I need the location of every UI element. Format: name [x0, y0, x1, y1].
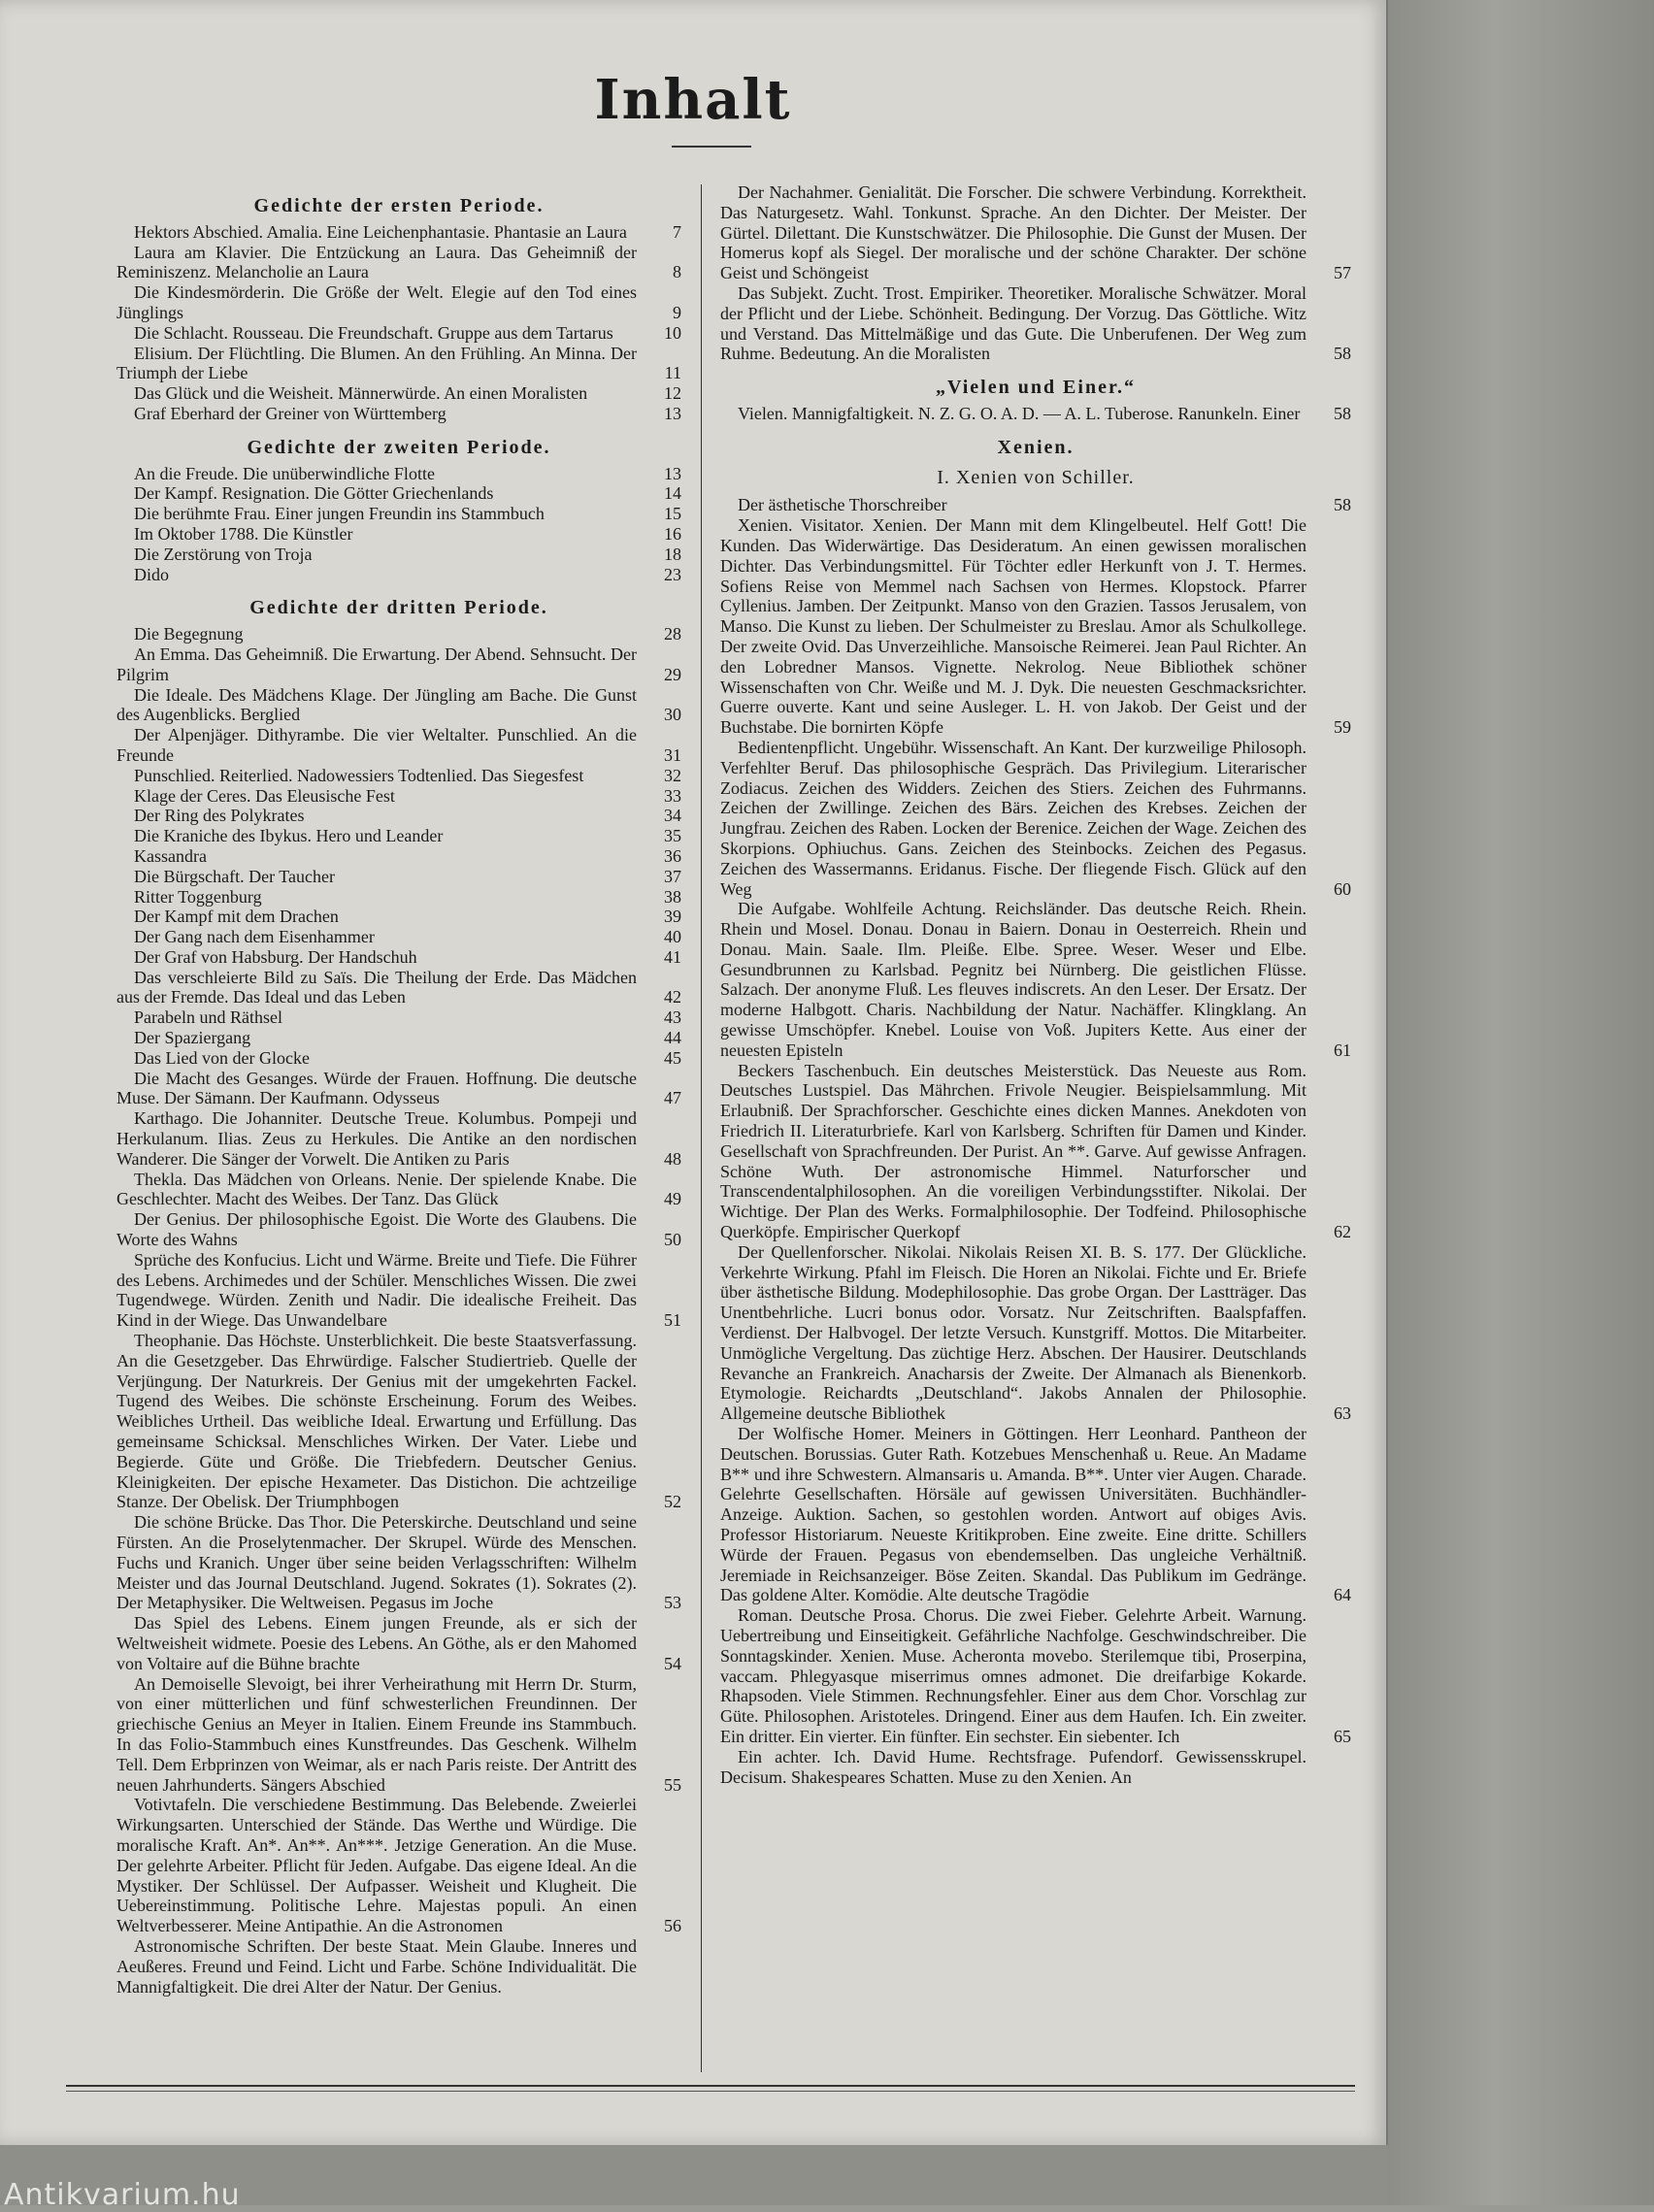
toc-entry-title: Das Subjekt. Zucht. Trost. Empiriker. Theoretiker. Moralische Schwätzer. Moral der Pflicht und der Liebe. Schönheit. Bedingung. Der Vorzug. Das Göttliche. Witz und Verstand. Das Mittelmäßige und das Gute. Die Unberufenen. Der Weg zum Ruhme. Bedeutung. An die Moralisten [720, 282, 1307, 364]
toc-entry [116, 504, 681, 524]
toc-page-number: 52 [664, 1492, 681, 1512]
toc-entry-title: Kassandra [134, 845, 207, 866]
toc-entry-title: Thekla. Das Mädchen von Orleans. Nenie. Der spielende Knabe. Die Geschlechter. Macht des Weibes. Der Tanz. Das Glück [116, 1169, 637, 1209]
toc-entry [116, 404, 681, 424]
toc-entry-title: Votivtafeln. Die verschiedene Bestimmung. Das Belebende. Zweierlei Wirkungsarten. Unterschied der Stände. Das Werthe und Würdige. Die moralische Kraft. An*. An**. An***. Jetzige Generation. An die Muse. Der gelehrte Arbeiter. Pflicht für Jeden. Aufgabe. Das eigene Ideal. An die Mystiker. Der Schlüssel. Der Aufpasser. Weisheit und Klugheit. Die Uebereinstimmung. Politische Lehre. Majestas populi. An einen Weltverbesserer. Meine Antipathie. An die Astronomen [116, 1795, 637, 1936]
toc-entry [116, 1048, 681, 1069]
toc-page-number: 63 [1334, 1403, 1351, 1424]
toc-entry-title: Der ästhetische Thorschreiber [738, 495, 947, 515]
toc-entry-title: Der Wolfische Homer. Meiners in Göttingen. Herr Leonhard. Pantheon der Deutschen. Borussias. Guter Rath. Kotzebues Menschenhaß u. Reue. An Madame B** und ihre Schwestern. Almansaris u. Amanda. B**. Unter vier Augen. Charade. Gelehrte Gesellschaften. Hörsäle auf gewissen Universitäten. Buchhändler-Anzeige. Auktion. Sachen, so gestohlen worden. Antwort auf obiges Avis. Professor Historiarum. Neueste Kritikproben. Eine zweite. Eine dritte. Schillers Würde der Frauen. Pegasus von ebendemselben. Das ungleiche Verhältniß. Jeremiade in Reichsanzeiger. Böse Zeiten. Skandal. Das Publikum im Gedränge. Das goldene Alter. Komödie. Alte deutsche Tragödie [720, 1424, 1307, 1605]
toc-entry-title: Die Schlacht. Rousseau. Die Freundschaft. Gruppe aus dem Tartarus [134, 322, 613, 343]
toc-entry [116, 1170, 681, 1210]
toc-entry-title: Xenien. Visitator. Xenien. Der Mann mit dem Klingelbeutel. Helf Gott! Die Kunden. Das Widerwärtige. Das Desideratum. An einen gewissen moralischen Dichter. Das Verbindungsmittel. Für Töchter edler Herkunft von J. T. Hermes. Sofiens Reise von Memmel nach Sachsen von Hermes. Klopstock. Pfarrer Cyllenius. Jamben. Der Zeitpunkt. Manso von den Grazien. Tassos Jerusalem, von Manso. Die Kunst zu lieben. Der Schulmeister zu Breslau. Amor als Schulkollege. Der zweite Ovid. Das Unverzeihliche. Mansoische Reimerei. Jean Paul Richter. An den Lobredner Mansos. Vignette. Nekrolog. Neue Bibliothek schöner Wissenschaften von Chr. Weiße und M. J. Dyk. Die neuesten Geschmacksrichter. Guerre ouverte. Kant und seine Ausleger. L. H. von Jakob. Der Geist und der Buchstabe. Die bornirten Köpfe [720, 515, 1307, 738]
toc-entry-title: Der Quellenforscher. Nikolai. Nikolais Reisen XI. B. S. 177. Der Glückliche. Verkehrte Wirkung. Pfahl im Fleisch. Die Horen an Nikolai. Fichte und Er. Briefe über ästhetische Bildung. Modephilosophie. Das grobe Organ. Der Lastträger. Das Unentbehrliche. Lucri bonus odor. Vorsatz. Nur Zeitschriften. Baalspfaffen. Verdienst. Der Halbvogel. Der letzte Versuch. Kunstgriff. Mottos. Die Mitarbeiter. Unmögliche Vergeltung. Das züchtige Herz. Abschen. Der Hausirer. Deutschlands Revanche an Frankreich. Anacharsis der Zweite. Der Almanach als Bienenkorb. Etymologie. Reichardts „Deutschland“. Jakobs Annalen der Philosophie. Allgemeine deutsche Bibliothek [720, 1241, 1307, 1424]
toc-page-number: 61 [1334, 1040, 1351, 1060]
toc-entry [116, 1250, 681, 1331]
toc-entry [116, 1209, 681, 1250]
toc-page-number: 56 [664, 1916, 681, 1936]
toc-entry [116, 887, 681, 908]
toc-page-number: 18 [664, 544, 681, 564]
toc-entry-title: Hektors Abschied. Amalia. Eine Leichenphantasie. Phantasie an Laura [134, 221, 627, 242]
toc-entry [720, 1605, 1351, 1747]
toc-entry-title: Ritter Toggenburg [134, 886, 262, 907]
toc-entry-title: Die Kraniche des Ibykus. Hero und Leander [134, 826, 444, 846]
toc-entry [116, 1108, 681, 1169]
toc-entry-title: Der Nachahmer. Genialität. Die Forscher. Die schwere Verbindung. Korrektheit. Das Naturgesetz. Wahl. Tonkunst. Sprache. An den Dichter. Der Meister. Der Gürtel. Dilettant. Die Kunstschwätzer. Die Philosophie. Die Gunst der Musen. Der Homerus kopf als Siegel. Der moralische und der schöne Charakter. Der schöne Geist und Schöngeist [720, 182, 1307, 283]
toc-entry [116, 524, 681, 545]
toc-entry [720, 1242, 1351, 1424]
toc-entry [720, 182, 1351, 283]
toc-entry-title: Der Spaziergang [134, 1028, 251, 1048]
toc-entry-title: Theophanie. Das Höchste. Unsterblichkeit. Die beste Staatsverfassung. An die Gesetzgeber. Das Ehrwürdige. Falscher Studiertrieb. Quelle der Verjüngung. Der Naturkreis. Der Genius mit der umgekehrten Fackel. Tugend des Weibes. Die schönste Erscheinung. Forum des Weibes. Weibliches Urtheil. Das weibliche Ideal. Erwartung und Erfüllung. Das gemeinsame Schicksal. Menschliches Wirken. Der Vater. Liebe und Begierde. Güte und Größe. Die Triebfedern. Deutscher Genius. Kleinigkeiten. Der epische Hexameter. Das Distichon. Die achtzeilige Stanze. Der Obelisk. Der Triumphbogen [116, 1331, 637, 1512]
toc-entry [116, 1512, 681, 1613]
toc-entry [116, 766, 681, 786]
toc-entry-title: Der Kampf mit dem Drachen [134, 907, 339, 927]
toc-entry-title: Die Kindesmörderin. Die Größe der Welt. Elegie auf den Tod eines Jünglings [116, 282, 637, 322]
toc-entry [116, 1674, 681, 1796]
toc-entry-title: Die Ideale. Des Mädchens Klage. Der Jüngling am Bache. Die Gunst des Augenblicks. Berglied [116, 684, 637, 725]
toc-entry [720, 495, 1351, 515]
toc-page-number: 23 [664, 564, 681, 584]
toc-entry [116, 1007, 681, 1028]
toc-page-number: 57 [1334, 263, 1351, 283]
toc-entry-title: Die Macht des Gesanges. Würde der Frauen. Hoffnung. Die deutsche Muse. Der Sämann. Der Kaufmann. Odysseus [116, 1068, 637, 1108]
toc-entry [116, 282, 681, 323]
toc-entry [116, 323, 681, 344]
toc-entry-title: Das verschleierte Bild zu Saïs. Die Theilung der Erde. Das Mädchen aus der Fremde. Das Ideal und das Leben [116, 967, 637, 1007]
toc-entry-title: Der Alpenjäger. Dithyrambe. Die vier Weltalter. Punschlied. An die Freunde [116, 725, 637, 765]
toc-entry-title: Die berühmte Frau. Einer jungen Freundin ins Stammbuch [134, 504, 545, 524]
toc-entry [116, 927, 681, 947]
toc-entry-title: Das Glück und die Weisheit. Männerwürde. An einen Moralisten [134, 383, 588, 404]
section-heading: Gedichte der zweiten Periode. [247, 436, 551, 458]
toc-page-number: 14 [664, 483, 681, 504]
toc-page-number: 7 [673, 221, 681, 242]
toc-entry-title: Karthago. Die Johanniter. Deutsche Treue. Kolumbus. Pompeji und Herkulanum. Ilias. Zeus zu Herkules. Die Antike an den nordischen Wanderer. Die Sänger der Vorwelt. Die Antiken zu Paris [116, 1108, 637, 1169]
toc-page-number: 64 [1334, 1585, 1351, 1605]
toc-entry-title: Die schöne Brücke. Das Thor. Die Peterskirche. Deutschland und seine Fürsten. An die Proselytenmacher. Der Skrupel. Würde des Menschen. Fuchs und Kranich. Unger über seine beiden Verlagsschriften: Wilhelm Meister und das Journal Deutschland. Jugend. Sokrates (1). Sokrates (2). Der Metaphysiker. Die Weltweisen. Pegasus im Joche [116, 1512, 637, 1613]
toc-entry-title: Vielen. Mannigfaltigkeit. N. Z. G. O. A. D. — A. L. Tuberose. Ranunkeln. Einer [738, 403, 1301, 423]
page-title: Inhalt [594, 68, 792, 132]
toc-page-number: 39 [664, 907, 681, 927]
toc-page-number: 62 [1334, 1222, 1351, 1242]
section-subheading: I. Xenien von Schiller. [937, 466, 1135, 488]
toc-entry [116, 565, 681, 585]
section-heading: Xenien. [997, 436, 1075, 458]
toc-entry [116, 464, 681, 484]
toc-page-number: 58 [1334, 344, 1351, 364]
toc-entry [720, 899, 1351, 1060]
toc-entry-title: An Demoiselle Slevoigt, bei ihrer Verheirathung mit Herrn Dr. Sturm, von einer mütterlichen und fünf schwesterlichen Freundinnen. Der griechische Genius an Meyer in Italien. Einem Freunde ins Stammbuch. In das Folio-Stammbuch eines Kunstfreundes. Das Geschenk. Wilhelm Tell. Dem Erbprinzen von Weimar, als er nach Paris reiste. Der Antritt des neuen Jahrhunderts. Sängers Abschied [116, 1673, 637, 1795]
toc-entry-title: Beckers Taschenbuch. Ein deutsches Meisterstück. Das Neueste aus Rom. Deutsches Lustspiel. Das Mährchen. Frivole Neugier. Beispielsammlung. Mit Erlaubniß. Der Sprachforscher. Geschichte eines dicken Mannes. Anekdoten von Friedrich II. Literaturbriefe. Karl von Karlsberg. Schriften für Damen und Kinder. Gesellschaft von Sprachfreunden. Der Purist. An **. Garve. Auf gewisse Anfragen. Schöne Wuth. Der astronomische Himmel. Naturforscher und Transcendentalphilosophen. An die voreiligen Verbindungsstifter. Nikolai. Der Wichtige. Der Plan des Werks. Formalphilosophie. Der Todfeind. Philosophische Querköpfe. Empirischer Querkopf [720, 1060, 1307, 1242]
toc-entry-title: An die Freude. Die unüberwindliche Flotte [134, 463, 435, 483]
section-heading: Gedichte der ersten Periode. [253, 195, 545, 216]
toc-entry-title: Der Genius. Der philosophische Egoist. Die Worte des Glaubens. Die Worte des Wahns [116, 1209, 637, 1250]
toc-page-number: 10 [664, 322, 681, 343]
toc-page-number: 48 [664, 1148, 681, 1169]
toc-page-number: 43 [664, 1007, 681, 1028]
toc-page-number: 40 [664, 927, 681, 947]
toc-entry-title: Der Ring des Polykrates [134, 806, 305, 826]
toc-page-number: 31 [664, 744, 681, 765]
toc-entry [720, 404, 1351, 424]
toc-entry [720, 738, 1351, 899]
toc-page-number: 42 [664, 987, 681, 1007]
toc-entry [116, 243, 681, 283]
toc-entry [116, 826, 681, 846]
toc-entry-title: Graf Eberhard der Greiner von Württemberg [134, 403, 447, 423]
toc-entry-title: Roman. Deutsche Prosa. Chorus. Die zwei Fieber. Gelehrte Arbeit. Warnung. Uebertreibung und Einseitigkeit. Gefährliche Nachfolge. Geschwindschreiber. Die Sonntagskinder. Xenien. Muse. Acheronta movebo. Sterilemque tibi, Proserpina, vaccam. Phlegyasque miserrimus omnes admonet. Die dreifarbige Kokarde. Rhapsoden. Viele Stimmen. Rechnungsfehler. Einer aus dem Chor. Vorschlag zur Güte. Philosophen. Aristoteles. Dringend. Einer aus dem Haufen. Ich. Ein zweiter. Ein dritter. Ein vierter. Ein fünfter. Ein sechster. Ein siebenter. Ich [720, 1605, 1307, 1746]
column-divider [701, 184, 702, 2072]
toc-entry [116, 725, 681, 766]
toc-entry [116, 545, 681, 565]
toc-entry-title: Im Oktober 1788. Die Künstler [134, 523, 353, 544]
toc-entry [116, 786, 681, 807]
toc-entry-title: Bedientenpflicht. Ungebühr. Wissenschaft. An Kant. Der kurzweilige Philosoph. Verfehlter Beruf. Das philosophische Gespräch. Das Privilegium. Literarischer Zodiacus. Zeichen des Widders. Zeichen des Stiers. Zeichen des Fuhrmanns. Zeichen der Zwillinge. Zeichen des Bärs. Zeichen des Krebses. Zeichen der Jungfrau. Zeichen des Raben. Locken der Berenice. Zeichen der Wage. Zeichen des Skorpions. Ophiuchus. Gans. Zeichen des Steinbocks. Zeichen des Pegasus. Zeichen des Wassermanns. Eridanus. Fische. Der fliegende Fisch. Glück auf den Weg [720, 737, 1307, 899]
toc-entry-title: Die Begegnung [134, 624, 244, 644]
toc-entry [116, 947, 681, 968]
toc-page-number: 30 [664, 705, 681, 725]
toc-page-number: 58 [1334, 403, 1351, 423]
toc-page-number: 9 [673, 302, 681, 322]
toc-entry-title: Der Kampf. Resignation. Die Götter Griechenlands [134, 483, 494, 504]
toc-entry-title: Ein achter. Ich. David Hume. Rechtsfrage. Pufendorf. Gewissensskrupel. Decisum. Shakespeares Schatten. Muse zu den Xenien. An [720, 1746, 1307, 1787]
toc-entry-title: Laura am Klavier. Die Entzückung an Laura. Das Geheimniß der Reminiszenz. Melancholie an Laura [116, 242, 637, 282]
toc-page-number: 34 [664, 806, 681, 826]
toc-entry [116, 644, 681, 685]
toc-entry [116, 483, 681, 504]
toc-page-number: 13 [664, 403, 681, 423]
toc-page-number: 15 [664, 504, 681, 524]
toc-entry [720, 1424, 1351, 1605]
toc-page-number: 37 [664, 866, 681, 886]
toc-entry [116, 968, 681, 1008]
toc-page-number: 8 [673, 262, 681, 282]
toc-entry-title: Der Gang nach dem Eisenhammer [134, 927, 375, 947]
toc-entry [720, 1061, 1351, 1242]
toc-entry [116, 867, 681, 887]
toc-entry [116, 1028, 681, 1048]
toc-entry-title: Punschlied. Reiterlied. Nadowessiers Todtenlied. Das Siegesfest [134, 765, 584, 785]
toc-entry-title: Sprüche des Konfucius. Licht und Wärme. Breite und Tiefe. Die Führer des Lebens. Archimedes und der Schüler. Menschliches Wissen. Die zwei Tugendwege. Würden. Zenith und Nadir. Die idealische Freiheit. Das Kind in der Wiege. Das Unwandelbare [116, 1249, 637, 1331]
toc-page-number: 28 [664, 624, 681, 644]
toc-entry-title: Dido [134, 564, 169, 584]
scan-margin-right [1388, 0, 1654, 2205]
toc-entry-title: Die Zerstörung von Troja [134, 544, 313, 564]
toc-page-number: 50 [664, 1230, 681, 1250]
toc-page-number: 47 [664, 1088, 681, 1108]
toc-entry [116, 1795, 681, 1936]
toc-page-number: 60 [1334, 878, 1351, 899]
toc-entry-title: Die Aufgabe. Wohlfeile Achtung. Reichsländer. Das deutsche Reich. Rhein. Rhein und Mosel. Donau. Donau in Baiern. Donau in Oesterreich. Rhein und Donau. Main. Saale. Ilm. Pleiße. Elbe. Spree. Weser. Weser und Elbe. Gesundbrunnen zu Karlsbad. Pegnitz bei Nürnberg. Die geistlichen Flüsse. Salzach. Der anonyme Fluß. Les fleuves indiscrets. An den Leser. Der Ersatz. Der moderne Halbgott. Charis. Nachbildung der Natur. Nachäffer. Klingklang. An gewisse Umschöpfer. Knebel. Louise von Voß. Jupiters Kette. Aus einer der neuesten Episteln [720, 899, 1307, 1060]
toc-entry-title: Der Graf von Habsburg. Der Handschuh [134, 946, 417, 967]
toc-entry [720, 515, 1351, 738]
toc-entry [116, 1936, 681, 1997]
toc-entry-title: Die Bürgschaft. Der Taucher [134, 866, 335, 886]
toc-entry [116, 1613, 681, 1673]
toc-page-number: 54 [664, 1653, 681, 1673]
toc-entry [116, 685, 681, 726]
toc-page-number: 53 [664, 1593, 681, 1613]
toc-page-number: 32 [664, 765, 681, 785]
toc-entry [116, 846, 681, 867]
toc-entry-title: Parabeln und Räthsel [134, 1007, 282, 1028]
toc-entry-title: Das Lied von der Glocke [134, 1047, 310, 1068]
toc-page-number: 41 [664, 946, 681, 967]
toc-page-number: 51 [664, 1310, 681, 1331]
toc-page-number: 45 [664, 1047, 681, 1068]
toc-page-number: 55 [664, 1774, 681, 1795]
toc-page-number: 59 [1334, 717, 1351, 738]
section-heading: Gedichte der dritten Periode. [249, 597, 548, 619]
toc-entry-title: Elisium. Der Flüchtling. Die Blumen. An den Frühling. An Minna. Der Triumph der Liebe [116, 343, 637, 383]
toc-page-number: 58 [1334, 495, 1351, 515]
toc-entry-title: Das Spiel des Lebens. Einem jungen Freunde, als er sich der Weltweisheit widmete. Poesie des Lebens. An Göthe, als er den Mahomed von Voltaire auf die Bühne brachte [116, 1613, 637, 1673]
toc-entry-title: Klage der Ceres. Das Eleusische Fest [134, 785, 395, 806]
toc-page-number: 13 [664, 463, 681, 483]
toc-page-number: 11 [664, 363, 681, 383]
bottom-rule-thin [66, 2091, 1355, 2092]
toc-right-column [720, 182, 1351, 1787]
toc-entry [720, 1747, 1351, 1788]
toc-page-number: 12 [664, 383, 681, 404]
toc-entry [116, 907, 681, 927]
toc-page-number: 36 [664, 845, 681, 866]
toc-entry-title: Astronomische Schriften. Der beste Staat. Mein Glaube. Inneres und Aeußeres. Freund und Feind. Licht und Farbe. Schöne Individualität. Die Mannigfaltigkeit. Die drei Alter der Natur. Der Genius. [116, 1935, 637, 1997]
toc-entry [116, 1331, 681, 1512]
toc-entry-title: An Emma. Das Geheimniß. Die Erwartung. Der Abend. Sehnsucht. Der Pilgrim [116, 644, 637, 684]
toc-page-number: 44 [664, 1028, 681, 1048]
toc-page-number: 16 [664, 523, 681, 544]
section-heading: „Vielen und Einer.“ [936, 377, 1136, 399]
toc-page-number: 38 [664, 886, 681, 907]
toc-page-number: 33 [664, 785, 681, 806]
toc-page-number: 35 [664, 826, 681, 846]
toc-entry [116, 344, 681, 384]
toc-entry [116, 806, 681, 826]
toc-entry [116, 1069, 681, 1109]
toc-entry [720, 283, 1351, 364]
toc-page-number: 49 [664, 1189, 681, 1209]
title-rule [672, 146, 751, 148]
bottom-rule [66, 2085, 1355, 2087]
toc-entry [116, 383, 681, 404]
toc-left-column [116, 182, 681, 1997]
toc-page-number: 65 [1334, 1726, 1351, 1746]
watermark-text: Antikvarium.hu [4, 2178, 241, 2212]
toc-entry [116, 624, 681, 644]
toc-page-number: 29 [664, 664, 681, 684]
toc-entry [116, 222, 681, 243]
